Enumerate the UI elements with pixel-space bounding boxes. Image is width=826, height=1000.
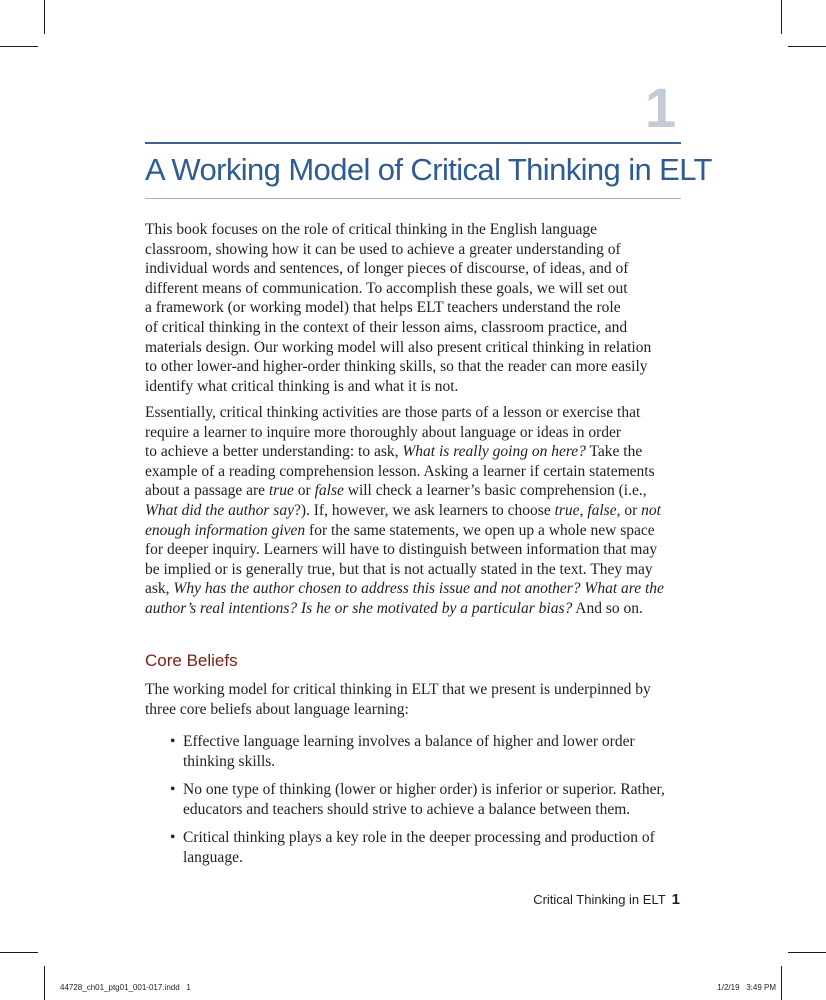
text-line: individual words and sentences, of longer pieces of discourse, of ideas, and of xyxy=(145,260,629,278)
text-line: Essentially, critical thinking activities are those parts of a lesson or exercise that xyxy=(145,404,641,421)
text-line: to other lower-and higher-order thinking skills, so that the reader can more easily xyxy=(145,358,648,376)
text-line: The working model for critical thinking in ELT that we present is underpinned by xyxy=(145,681,651,698)
text-line: materials design. Our working model will also present critical thinking in relation xyxy=(145,338,652,356)
text-line: This book focuses on the role of critical thinking in the English language xyxy=(145,221,597,238)
text-line: identify what critical thinking is and what it is not. xyxy=(145,377,459,395)
paragraph-critical-thinking xyxy=(145,403,685,619)
crop-mark xyxy=(781,966,782,1000)
crop-mark xyxy=(44,966,45,1000)
text-line: require a learner to inquire more thoroughly about language or ideas in order xyxy=(145,423,622,441)
text-line: example of a reading comprehension lesson. Asking a learner if certain statements xyxy=(145,462,655,480)
text-line: different means of communication. To accomplish these goals, we will set out xyxy=(145,279,628,297)
text-line: to achieve a better understanding: to ask, What is really going on here? Take the xyxy=(145,443,643,461)
page-number: 1 xyxy=(671,891,680,908)
text-line: classroom, showing how it can be used to achieve a greater understanding of xyxy=(145,240,621,258)
list-item xyxy=(170,828,690,867)
text-line: be implied or is generally true, but that is not actually stated in the text. They may xyxy=(145,560,653,578)
text-line: three core beliefs about language learning: xyxy=(145,700,409,718)
list-item xyxy=(170,780,690,819)
bullet-icon: • xyxy=(170,829,176,847)
bullet-icon: • xyxy=(170,733,176,750)
bullet-icon: • xyxy=(170,781,176,799)
text-line: educators and teachers should strive to achieve a balance between them. xyxy=(183,800,631,818)
crop-mark xyxy=(788,46,826,47)
text-line: a framework (or working model) that helps ELT teachers understand the role xyxy=(145,299,621,317)
running-title: Critical Thinking in ELT xyxy=(533,892,666,907)
text-line: language. xyxy=(183,848,243,866)
core-beliefs-list xyxy=(170,732,690,868)
crop-mark xyxy=(0,46,38,47)
text-line: author’s real intentions? Is he or she motivated by a particular bias? And so on. xyxy=(145,599,643,617)
running-footer xyxy=(533,890,680,910)
text-line: about a passage are true or false will check a learner’s basic comprehension (i.e., xyxy=(145,482,647,500)
paragraph-core-beliefs xyxy=(145,680,685,719)
text-line: for deeper inquiry. Learners will have to distinguish between information that may xyxy=(145,541,658,559)
chapter-number: 1 xyxy=(644,76,676,139)
text-line: of critical thinking in the context of their lesson aims, classroom practice, and xyxy=(145,318,628,336)
list-item xyxy=(170,732,690,771)
title-rule-bottom xyxy=(145,198,681,199)
text-line: What did the author say?). If, however, we ask learners to choose true, false, or not xyxy=(145,501,661,519)
chapter-title: A Working Model of Critical Thinking in ELT xyxy=(145,152,712,187)
crop-mark xyxy=(788,952,826,953)
paragraph-intro xyxy=(145,220,685,396)
text-line: Critical thinking plays a key role in the deeper processing and production of xyxy=(183,829,655,847)
crop-mark xyxy=(0,952,38,953)
section-heading: Core Beliefs xyxy=(145,651,238,670)
text-line: Effective language learning involves a balance of higher and lower order xyxy=(183,733,635,750)
text-line: thinking skills. xyxy=(183,752,276,770)
slug-datetime: 1/2/19 3:49 PM xyxy=(717,983,776,992)
slug-file-name: 44728_ch01_ptg01_001-017.indd 1 xyxy=(60,983,191,992)
text-line: No one type of thinking (lower or higher order) is inferior or superior. Rather, xyxy=(183,781,665,799)
title-rule-top xyxy=(145,142,681,144)
text-line: ask, Why has the author chosen to address this issue and not another? What are the xyxy=(145,580,664,598)
crop-mark xyxy=(781,0,782,34)
text-line: enough information given for the same statements, we open up a whole new space xyxy=(145,521,655,539)
crop-mark xyxy=(44,0,45,34)
